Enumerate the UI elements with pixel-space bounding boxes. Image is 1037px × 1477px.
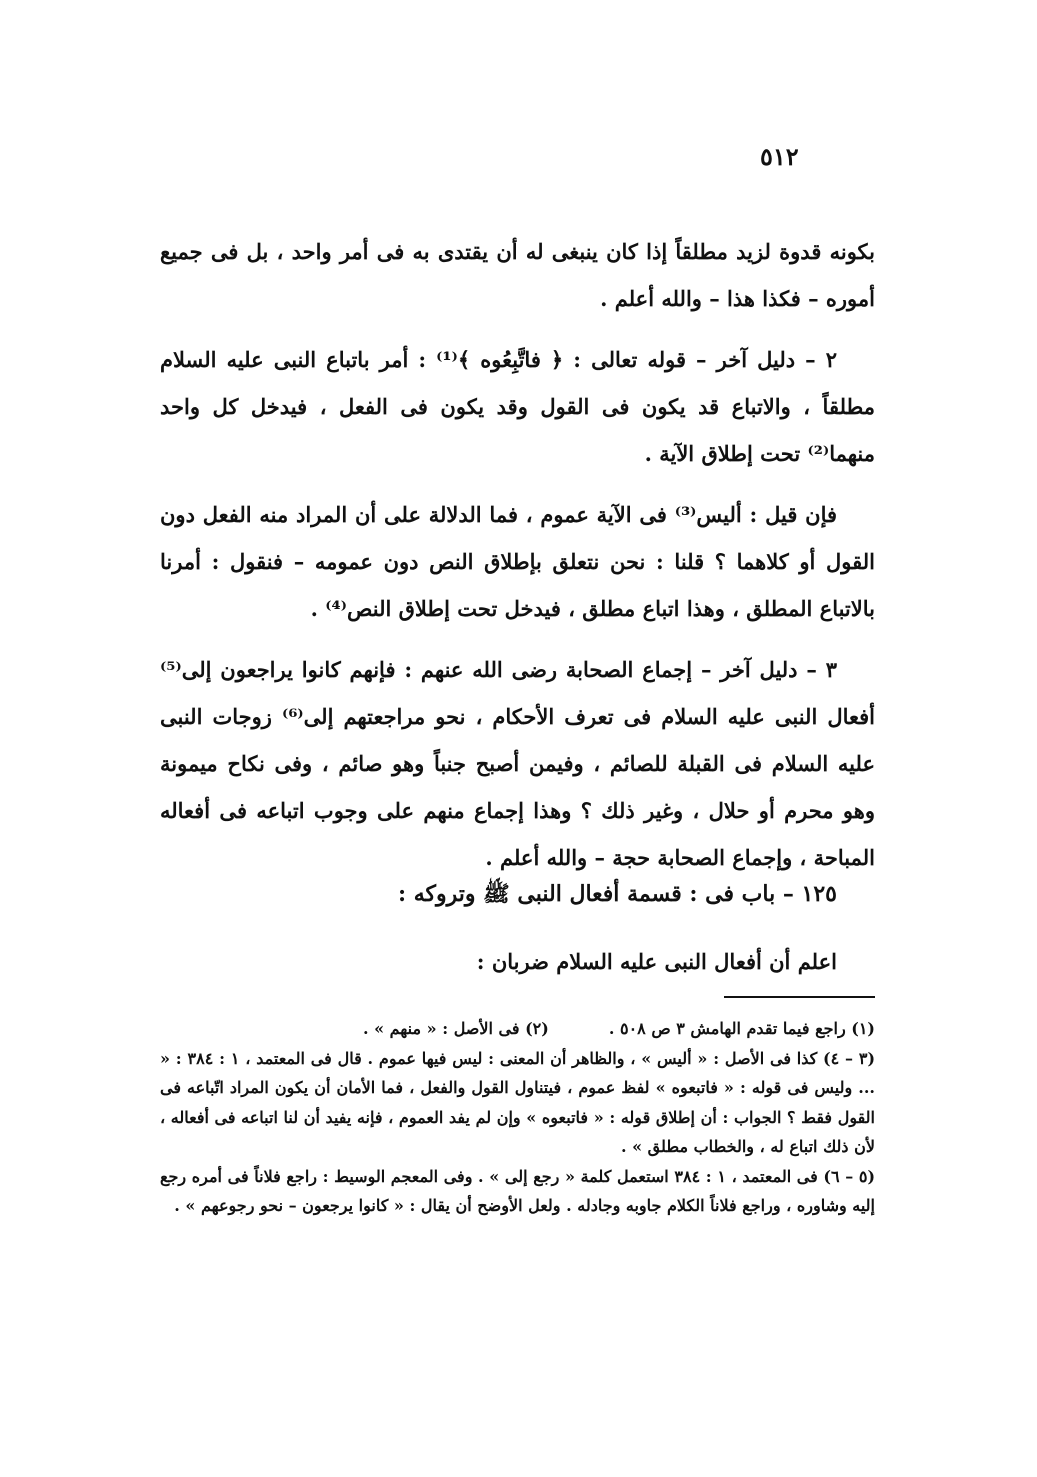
section-heading-text: ١٢٥ – باب فى : قسمة أفعال النبى ﷺ وتروكه :	[397, 881, 837, 907]
footnote-3-4: (٣ – ٤) كذا فى الأصل : « أليس » ، والظاهر أن المعنى : ليس فيها عموم . قال فى المعتمد ، ١ : ٣٨٤ : « ... وليس فى قوله : « فاتبعوه » لفظ عموم ، فيتناول القول والفعل ، فما الأمان أن يكون المراد اتّباعه فى القول فقط ؟ الجواب : أن إطلاق قوله : « فاتبعوه » وإن لم يفد العموم ، فإنه يفيد أن لنا اتباعه فى أفعاله ، لأن ذلك اتباع له ، والخطاب مطلق » .	[160, 1048, 876, 1156]
paragraph-evidence-3: ٣ – دليل آخر – إجماع الصحابة رضى الله عنهم : فإنهم كانوا يراجعون إلى⁽⁵⁾ أفعال النبى عليه السلام فى تعرف الأحكام ، نحو مراجعتهم إلى⁽⁶⁾ زوجات النبى عليه السلام فى القبلة للصائم ، وفيمن أصبح جنباً وهو صائم ، وفى نكاح ميمونة وهو محرم أو حلال ، وغير ذلك ؟ وهذا إجماع منهم على وجوب اتباعه فى أفعاله المباحة ، وإجماع الصحابة حجة – والله أعلم .	[160, 657, 876, 870]
footnote-5-6: (٥ – ٦) فى المعتمد ، ١ : ٣٨٤ استعمل كلمة « رجع إلى » . وفى المعجم الوسيط : راجع فلاناً فى أمره رجع إليه وشاوره ، وراجع فلاناً الكلام جاوبه وجادله . ولعل الأوضح أن يقال : « كانوا يرجعون – نحو رجوعهم » .	[160, 1166, 876, 1215]
paragraph-objection: فإن قيل : أليس⁽³⁾ فى الآية عموم ، فما الدلالة على أن المراد منه الفعل دون القول أو كلاهما ؟ قلنا : نحن نتعلق بإطلاق النص دون عمومه – فنقول : أمرنا بالاتباع المطلق ، وهذا اتباع مطلق ، فيدخل تحت إطلاق النص⁽⁴⁾ .	[160, 502, 875, 621]
section-intro	[160, 940, 875, 984]
footnotes	[160, 1014, 875, 1221]
paragraph-evidence-2: ٢ – دليل آخر – قوله تعالى : ﴿ فاتَّبِعُوه ﴾⁽¹⁾ : أمر باتباع النبى عليه السلام مطلقاً ، والاتباع قد يكون فى القول وقد يكون فى الفعل ، فيدخل كل واحد منهما⁽²⁾ تحت إطلاق الآية .	[160, 347, 875, 466]
paragraph-continuation: بكونه قدوة لزيد مطلقاً إذا كان ينبغى له أن يقتدى به فى أمر واحد ، بل فى جميع أموره – فكذا هذا – والله أعلم .	[160, 239, 875, 311]
section-heading	[160, 872, 875, 916]
footnote-2: (٢) فى الأصل : « منهم » .	[362, 1019, 549, 1038]
footnote-1: (١) راجع فيما تقدم الهامش ٣ ص ٥٠٨ .	[608, 1019, 875, 1038]
main-text	[160, 228, 875, 895]
section-intro-text: اعلم أن أفعال النبى عليه السلام ضربان :	[476, 949, 837, 974]
footnote-row-1	[160, 1014, 875, 1044]
page-number: ٥١٢	[760, 142, 799, 171]
footnote-divider	[724, 996, 875, 998]
